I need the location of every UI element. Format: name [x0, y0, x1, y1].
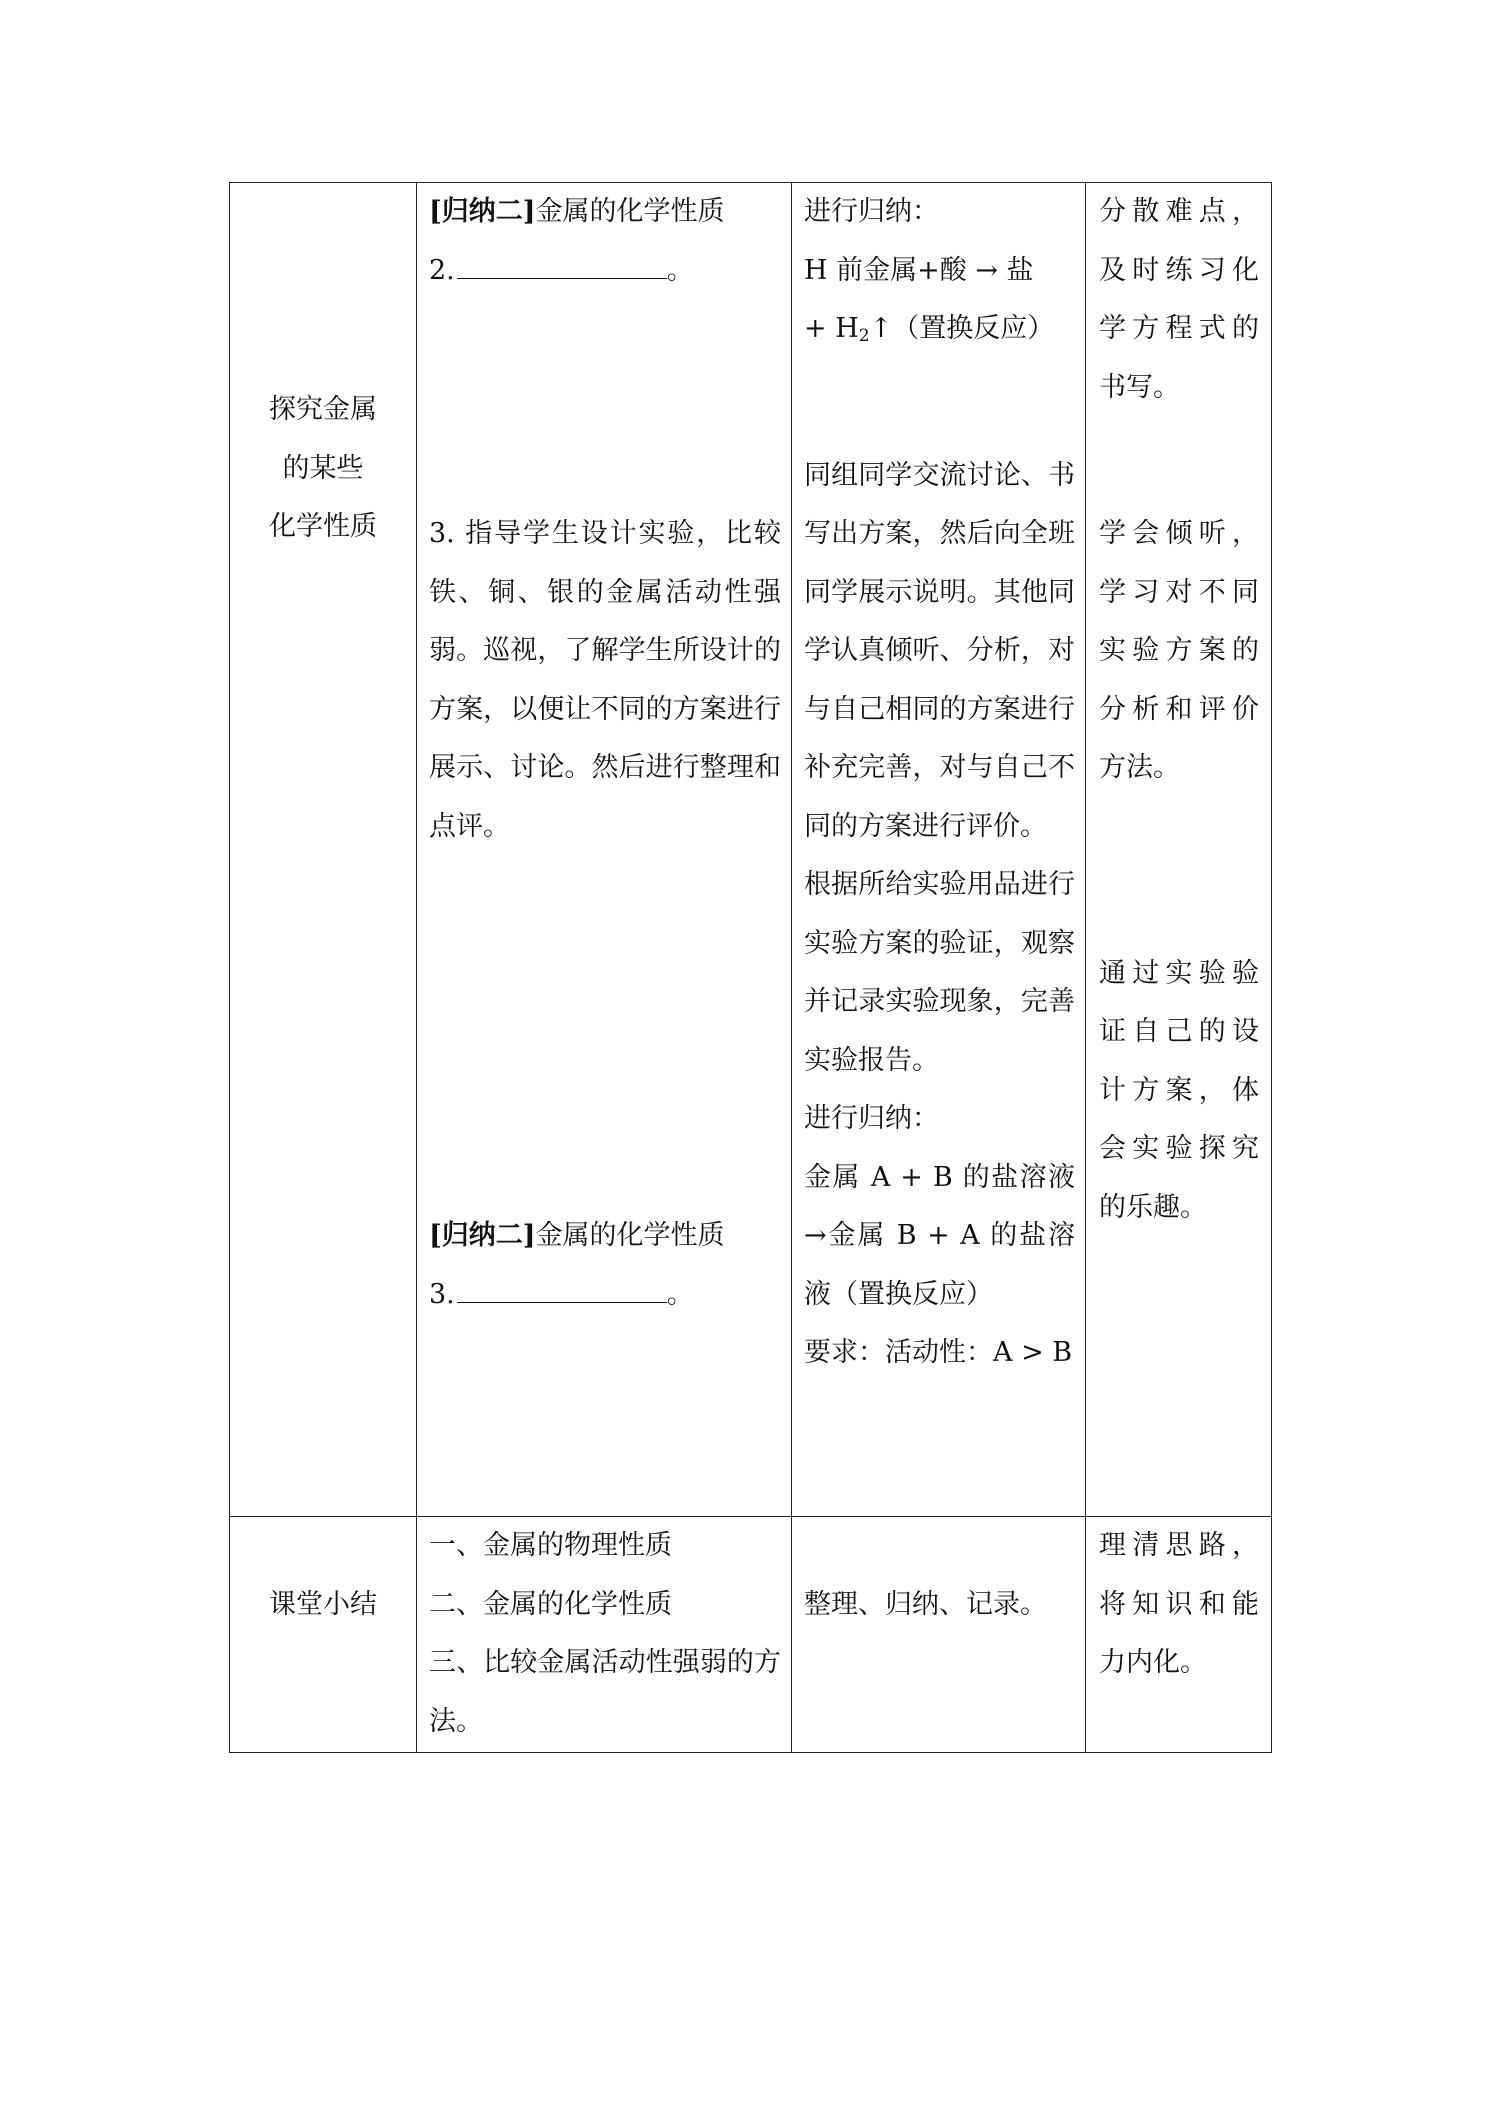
teacher-paragraph-design: 3. 指导学生设计实验，比较铁、铜、银的金属活动性强弱。巡视，了解学生所设计的方案，以便让不同的方案进行展示、讨论。然后进行整理和点评。 [429, 518, 781, 842]
section-cell-explore [230, 183, 417, 1517]
student-paragraph-requirement: 要求：活动性：A > B [804, 1337, 1073, 1368]
summary-student-text: 整理、归纳、记录。 [804, 1589, 1047, 1620]
summary-heading-3: [归纳二]金属的化学性质 [429, 1220, 725, 1251]
equation-line: H 前金属+酸 → 盐 [804, 254, 1034, 286]
summary-teacher-cell [417, 1517, 792, 1753]
student-paragraph-verify: 根据所给实验用品进行实验方案的验证，观察并记录实验现象，完善实验报告。 [804, 869, 1075, 1076]
intent-paragraph: 通过实验验证自己的设计方案，体会实验探究的乐趣。 [1099, 957, 1259, 1223]
intent-paragraph: 学会倾听，学习对不同实验方案的分析和评价方法。 [1099, 518, 1259, 783]
summary-heading-2: [归纳二]金属的化学性质 [429, 196, 725, 227]
summary-item: 一、金属的物理性质 [429, 1530, 672, 1561]
summary-item: 三、比较金属活动性强弱的方法。 [429, 1647, 781, 1737]
teacher-activity-cell [417, 183, 792, 1517]
intent-cell [1086, 183, 1272, 1517]
equation-line: + $H_2↑$（置换反应） [804, 313, 1055, 346]
lesson-plan-table [229, 182, 1272, 1753]
table-row-explore [230, 183, 1272, 1517]
section-title-line: 的某些 [282, 452, 364, 484]
section-title: 课堂小结 [269, 1589, 377, 1620]
student-paragraph: 进行归纳： [804, 196, 939, 227]
fill-in-blank-3: 3. 。 [429, 1266, 781, 1325]
section-cell-summary [230, 1517, 417, 1753]
intent-paragraph: 分散难点，及时练习化学方程式的书写。 [1099, 196, 1259, 403]
summary-intent-cell [1086, 1517, 1272, 1753]
blank-line [457, 1268, 667, 1303]
summary-intent-text: 理清思路，将知识和能力内化。 [1099, 1530, 1259, 1678]
student-paragraph: 进行归纳： [804, 1103, 939, 1134]
student-activity-cell [792, 183, 1086, 1517]
student-paragraph-discuss: 同组同学交流讨论、书写出方案，然后向全班同学展示说明。其他同学认真倾听、分析，对与自己相同的方案进行补充完善，对与自己不同的方案进行评价。 [804, 459, 1075, 842]
blank-line [457, 244, 667, 279]
section-title-line: 化学性质 [269, 511, 377, 542]
fill-in-blank-2: 2. 。 [429, 242, 781, 301]
summary-student-cell [792, 1517, 1086, 1753]
student-paragraph-equation: 金属 A + B 的盐溶液→金属 B + A 的盐溶液（置换反应） [804, 1161, 1075, 1310]
table-row-summary [230, 1517, 1272, 1753]
summary-item: 二、金属的化学性质 [429, 1588, 672, 1620]
section-title-line: 探究金属 [269, 394, 377, 425]
